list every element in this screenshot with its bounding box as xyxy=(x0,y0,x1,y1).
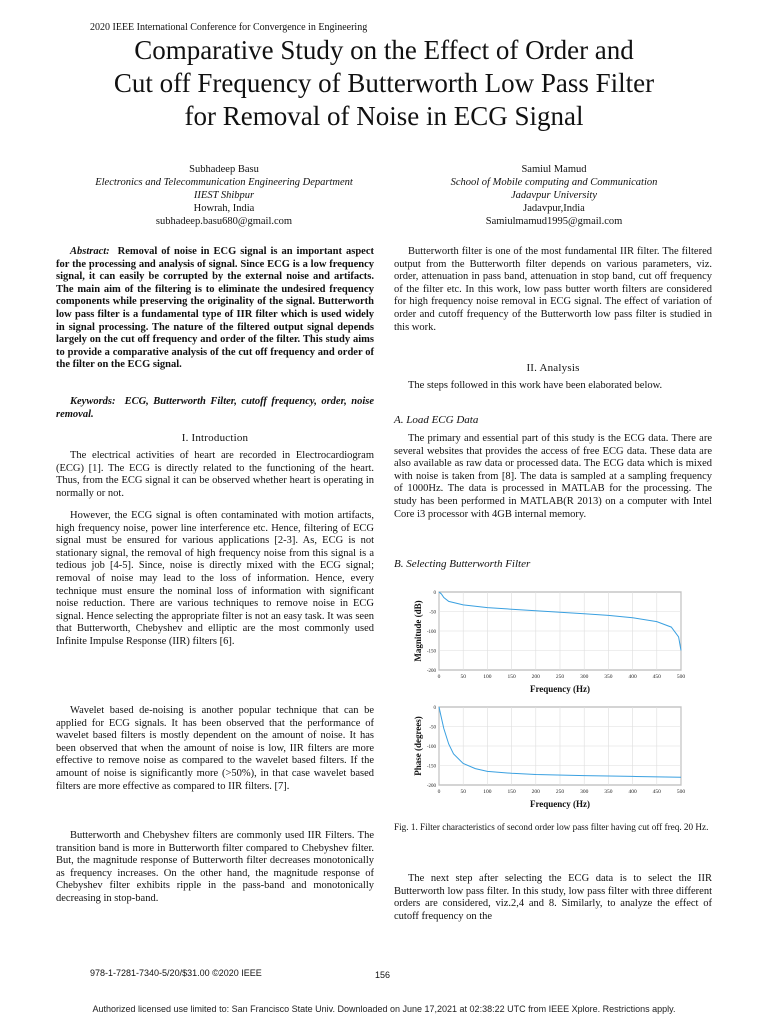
section-2-heading: II. Analysis xyxy=(526,362,580,374)
magnitude-y-tick-label: -100 xyxy=(426,630,436,635)
keywords-label: Keywords: xyxy=(70,396,116,407)
phase-x-tick-label: 500 xyxy=(676,789,686,795)
phase-x-tick-label: 100 xyxy=(483,789,492,795)
magnitude-x-tick-label: 200 xyxy=(531,674,540,680)
subsection-b-heading: B. Selecting Butterworth Filter xyxy=(394,558,531,570)
phase-y-tick-label: -100 xyxy=(426,745,436,750)
right-intro-paragraph: Butterworth filter is one of the most fundamental IIR filter. The filtered output from the Butterworth filter depends on various parameters, viz. order, attenuation in pass band, attenuation in stop band, cut off frequency of the filter etc. In this work, low pass butter worth filters are considered for high frequency noise removal in ECG signal. The effect of variation of order and cutoff frequency of the Butterworth low pass filter is studied in this work. xyxy=(394,246,712,333)
title-line-1: Comparative Study on the Effect of Order and xyxy=(134,35,634,65)
author-email: subhadeep.basu680@gmail.com xyxy=(155,216,293,227)
figure-caption: Fig. 1. Filter characteristics of second order low pass filter having cut off freq. 20 Hz. xyxy=(394,822,709,832)
magnitude-x-tick-label: 400 xyxy=(628,674,637,680)
intro-paragraph-3: Wavelet based de-noising is another popular technique that can be applied for ECG signals. It has been observed that the performance of wavelet based filters is mostly dependent on the amount of noise. It has been observed that when the amount of noise is low, IIR filters are more effective to remove noise as compared to the wavelet based filters. If the amount of noise is significantly more (>50%), in that case wavelet based filters are more effective as compared to IIR filters. [7]. xyxy=(56,705,374,792)
phase-y-tick-label: -200 xyxy=(426,784,436,789)
phase-y-tick-label: -150 xyxy=(426,764,436,770)
phase-y-axis-label: Phase (degrees) xyxy=(413,716,423,776)
title-line-3: for Removal of Noise in ECG Signal xyxy=(184,101,584,131)
magnitude-y-tick-label: -50 xyxy=(429,610,436,616)
load-ecg-paragraph: The primary and essential part of this study is the ECG data. There are several websites that provides the access of free ECG data. These data are also available as raw data or processed data. The ECG data which is mixed with noise is taken from [8]. The data is sampled at a sampling frequency of 1000Hz. The data is processed in MATLAB for the processing. The study has been performed in MATLAB(R 2013) on a computer with Intel Core i3 processor with 4GB internal memory. xyxy=(394,433,712,520)
phase-x-tick-label: 300 xyxy=(580,789,589,795)
author-email: Samiulmamud1995@gmail.com xyxy=(485,216,623,227)
abstract-label: Abstract: xyxy=(70,246,110,257)
phase-x-tick-label: 400 xyxy=(628,789,637,795)
magnitude-y-tick-label: -150 xyxy=(426,649,436,655)
conference-header: 2020 IEEE International Conference for Convergence in Engineering xyxy=(90,22,368,33)
phase-plot xyxy=(413,706,685,809)
magnitude-y-tick-label: -200 xyxy=(426,669,436,674)
intro-paragraph-1: The electrical activities of heart are recorded in Electrocardiogram (ECG) [1]. The ECG is directly related to the functioning of the heart. Thus, from the ECG signal it can be observed whether heart is operating in normally or not. xyxy=(56,450,374,499)
magnitude-x-tick-label: 300 xyxy=(580,674,589,680)
author-dept: School of Mobile computing and Communication xyxy=(450,177,658,188)
magnitude-x-tick-label: 150 xyxy=(507,674,516,680)
intro-paragraph-4: Butterworth and Chebyshev filters are commonly used IIR Filters. The transition band is more in Butterworth filter compared to Chebyshev filter. But, the magnitude response of Butterworth filter decreases monotonically as frequency increases. On the other hand, the magnitude response of Chebyshev filter exhibits ripple in the pass-band and monotonically decreasing in stop-band. xyxy=(56,830,374,904)
magnitude-y-axis-label: Magnitude (dB) xyxy=(413,600,423,662)
magnitude-x-tick-label: 0 xyxy=(437,674,441,680)
magnitude-x-tick-label: 100 xyxy=(483,674,492,680)
author-city: Jadavpur,India xyxy=(523,203,585,214)
intro-paragraph-2: However, the ECG signal is often contaminated with motion artifacts, high frequency noise, power line interference etc. Hence, filtering of ECG signal must be ensured for various applications [2-3]. As, ECG is not stationary signal, the removal of high frequency noise from this signal is a tedious job [4-5]. Since, noise is directly mixed with the ECG signal; removal of noise may lead to the loss of information. Hence, every technique must ensure the nominal loss of information with significant noise reduction. There are various techniques to remove noise in ECG signal. Hence selecting the appropriate filter is not an easy task. It was seen that Butterworth, Chebyshev and elliptic are the most commonly used Infinite Impulse Response (IIR) filters [6]. xyxy=(56,510,374,647)
magnitude-y-tick-label: 0 xyxy=(433,591,436,596)
author-name: Subhadeep Basu xyxy=(189,164,259,175)
keywords-text: ECG, Butterworth Filter, cutoff frequency, order, noise removal. xyxy=(56,396,375,420)
subsection-a-heading: A. Load ECG Data xyxy=(394,414,479,426)
author-dept: Electronics and Telecommunication Engineering Department xyxy=(95,177,353,188)
section-1-heading: I. Introduction xyxy=(181,432,249,444)
phase-x-tick-label: 0 xyxy=(437,789,441,795)
magnitude-x-tick-label: 50 xyxy=(460,674,466,680)
license-notice: Authorized licensed use limited to: San Francisco State Univ. Downloaded on June 17,2021 at 02:38:22 UTC from IEEE Xplore. Restrictions apply. xyxy=(92,1004,676,1014)
author-inst: Jadavpur University xyxy=(510,190,598,201)
phase-y-tick-label: -50 xyxy=(429,725,436,731)
filter-selection-paragraph: The next step after selecting the ECG data is to select the IIR Butterworth low pass filter. In this study, low pass filter with three different orders are considered, viz.2,4 and 8. Similarly, to analyze the effect of cutoff frequency on the xyxy=(394,873,712,922)
magnitude-x-tick-label: 450 xyxy=(652,674,661,680)
phase-x-tick-label: 200 xyxy=(531,789,540,795)
phase-y-tick-label: 0 xyxy=(433,706,436,711)
author-inst: IIEST Shibpur xyxy=(193,190,255,201)
phase-x-tick-label: 250 xyxy=(555,789,565,795)
magnitude-x-tick-label: 250 xyxy=(555,674,565,680)
phase-x-axis-label: Frequency (Hz) xyxy=(529,799,591,809)
isbn-footer: 978-1-7281-7340-5/20/$31.00 ©2020 IEEE xyxy=(90,968,262,978)
magnitude-x-axis-label: Frequency (Hz) xyxy=(529,684,591,694)
magnitude-x-tick-label: 350 xyxy=(604,674,613,680)
magnitude-x-tick-label: 500 xyxy=(676,674,686,680)
analysis-paragraph: The steps followed in this work have been elaborated below. xyxy=(408,380,663,391)
title-line-2: Cut off Frequency of Butterworth Low Pass Filter xyxy=(113,68,655,98)
author-name: Samiul Mamud xyxy=(521,164,587,175)
phase-x-tick-label: 50 xyxy=(460,789,466,795)
phase-x-tick-label: 150 xyxy=(507,789,516,795)
page-number: 156 xyxy=(375,970,391,980)
magnitude-plot xyxy=(413,591,685,694)
abstract-text: Removal of noise in ECG signal is an important aspect for the processing and analysis of signal. Since ECG is a low frequency signal, it can easily be corrupted by the external noise and artifacts. The main aim of the filtering is to eliminate the undesired frequency components while preserving the originality of the signal. Butterworth low pass filter is a fundamental type of IIR filter which is used widely in signal processing. The nature of the filtered output signal depends largely on the cut off frequency and order of the filter. This study aims to provide a comparative analysis of the cut off frequency and order of the filter on the ECG signal. xyxy=(56,246,374,371)
phase-x-tick-label: 450 xyxy=(652,789,661,795)
phase-x-tick-label: 350 xyxy=(604,789,613,795)
author-city: Howrah, India xyxy=(193,203,255,214)
